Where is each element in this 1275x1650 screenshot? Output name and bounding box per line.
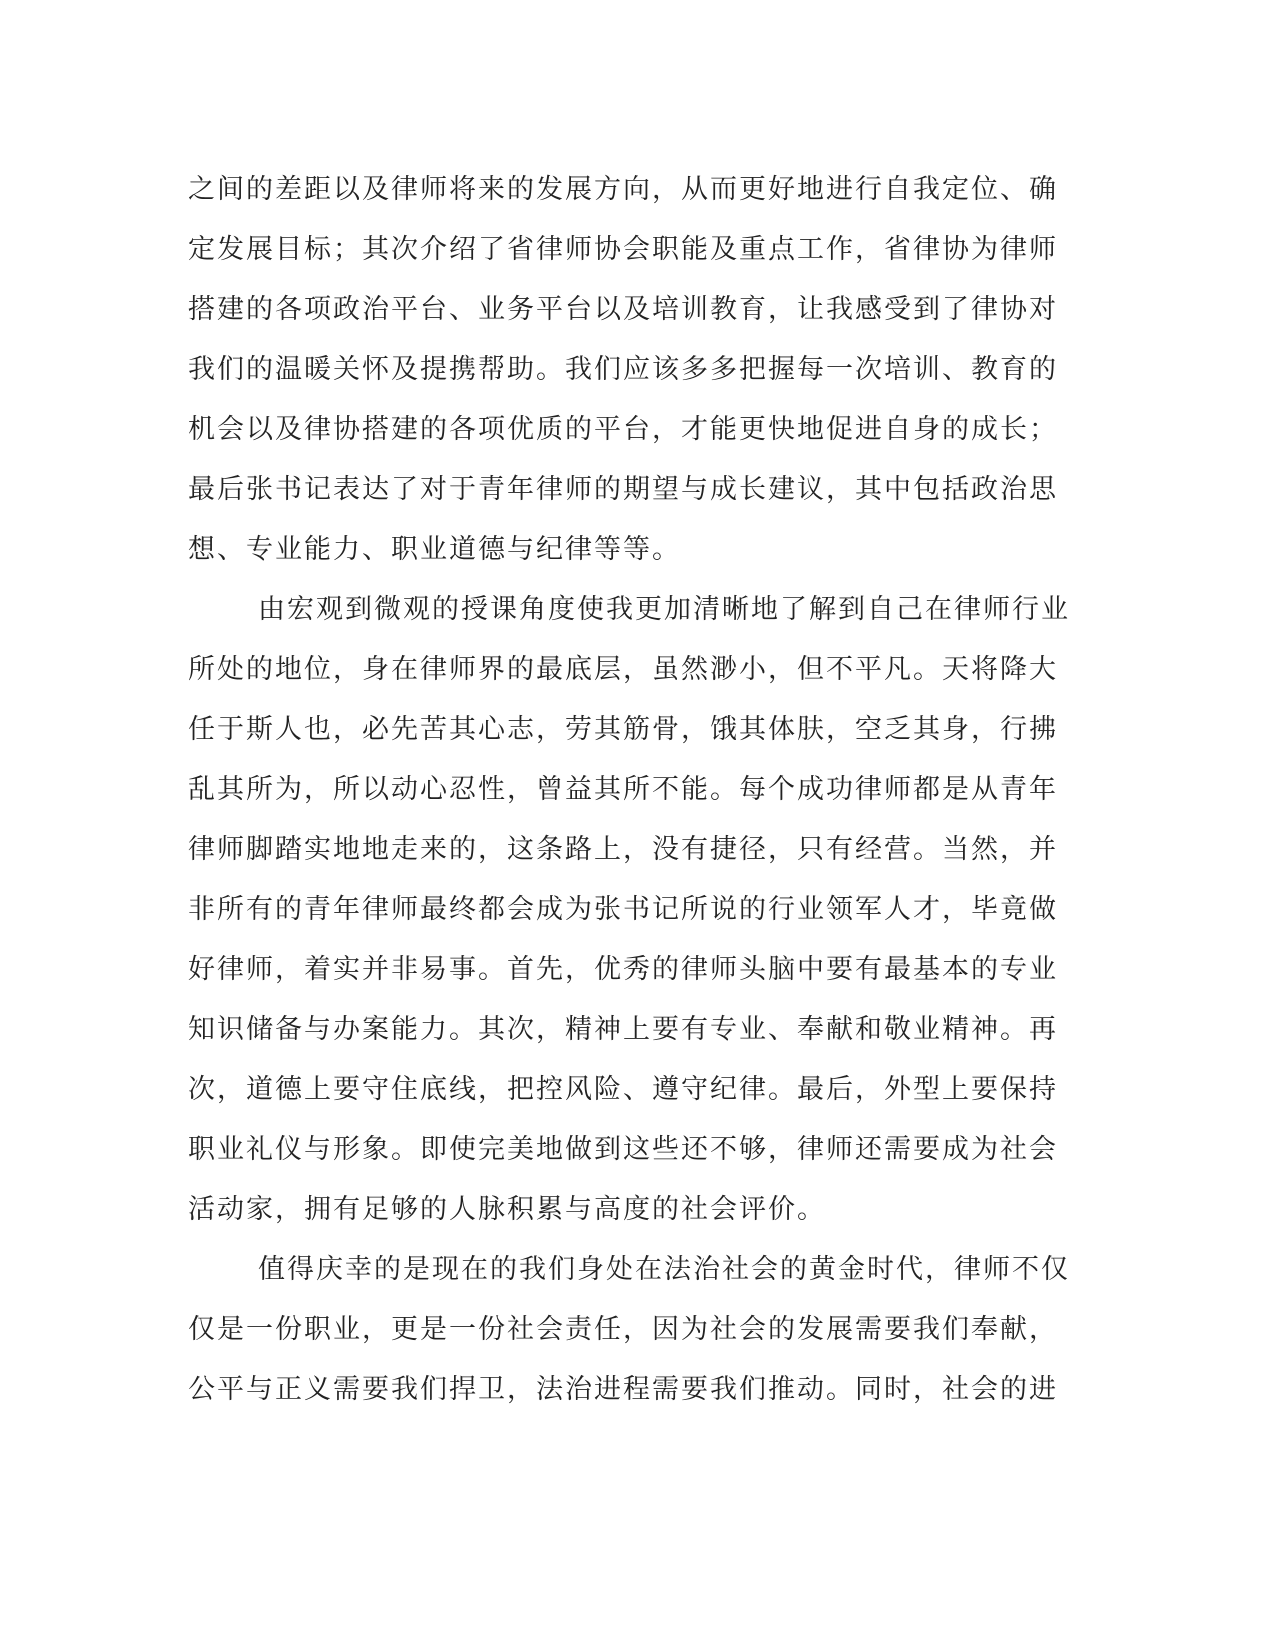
text-line: 我们的温暖关怀及提携帮助。我们应该多多把握每一次培训、教育的 <box>188 354 1058 385</box>
text-line: 仅是一份职业，更是一份社会责任，因为社会的发展需要我们奉献， <box>188 1314 1058 1345</box>
text-line: 职业礼仪与形象。即使完美地做到这些还不够，律师还需要成为社会 <box>188 1134 1058 1165</box>
text-line: 机会以及律协搭建的各项优质的平台，才能更快地促进自身的成长； <box>188 414 1058 445</box>
text-line: 任于斯人也，必先苦其心志，劳其筋骨，饿其体肤，空乏其身，行拂 <box>188 714 1058 745</box>
text-line: 知识储备与办案能力。其次，精神上要有专业、奉献和敬业精神。再 <box>188 1014 1058 1045</box>
text-line: 想、专业能力、职业道德与纪律等等。 <box>188 534 681 565</box>
text-line: 之间的差距以及律师将来的发展方向，从而更好地进行自我定位、确 <box>188 174 1058 205</box>
text-line: 律师脚踏实地地走来的，这条路上，没有捷径，只有经营。当然，并 <box>188 834 1058 865</box>
text-line: 搭建的各项政治平台、业务平台以及培训教育，让我感受到了律协对 <box>188 294 1058 325</box>
text-line: 好律师，着实并非易事。首先，优秀的律师头脑中要有最基本的专业 <box>188 954 1058 985</box>
text-line: 公平与正义需要我们捍卫，法治进程需要我们推动。同时，社会的进 <box>188 1374 1058 1405</box>
text-line: 活动家，拥有足够的人脉积累与高度的社会评价。 <box>188 1194 826 1225</box>
text-line: 非所有的青年律师最终都会成为张书记所说的行业领军人才，毕竟做 <box>188 894 1058 925</box>
text-line: 次，道德上要守住底线，把控风险、遵守纪律。最后，外型上要保持 <box>188 1074 1058 1105</box>
paragraph-first-line: 由宏观到微观的授课角度使我更加清晰地了解到自己在律师行业 <box>258 594 1070 625</box>
paragraph-first-line: 值得庆幸的是现在的我们身处在法治社会的黄金时代，律师不仅 <box>258 1254 1070 1285</box>
text-line: 定发展目标；其次介绍了省律师协会职能及重点工作，省律协为律师 <box>188 234 1058 265</box>
text-line: 最后张书记表达了对于青年律师的期望与成长建议，其中包括政治思 <box>188 474 1058 505</box>
document-body <box>188 160 1068 1420</box>
text-line: 乱其所为，所以动心忍性，曾益其所不能。每个成功律师都是从青年 <box>188 774 1058 805</box>
text-line: 所处的地位，身在律师界的最底层，虽然渺小，但不平凡。天将降大 <box>188 654 1058 685</box>
